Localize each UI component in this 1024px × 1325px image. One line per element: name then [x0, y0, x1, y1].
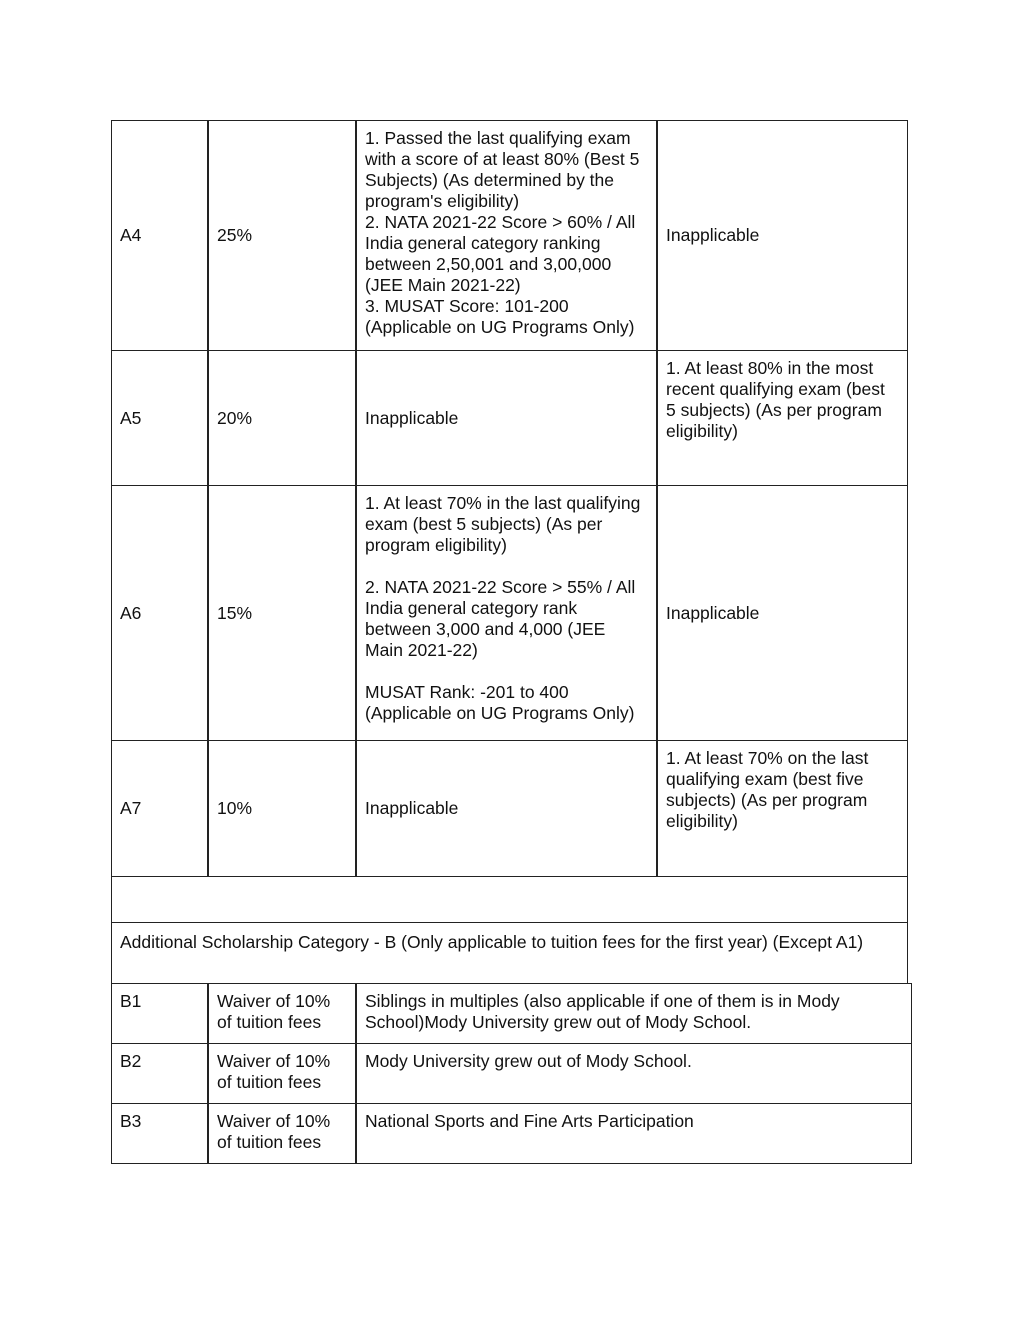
row-percent: 20%	[217, 407, 253, 428]
row-waiver: Waiver of 10% of tuition fees	[217, 1111, 331, 1152]
row-b2-waiver-cell	[208, 1043, 356, 1104]
row-criteria: Siblings in multiples (also applicable if one of them is in Mody School)Mody University grew out of Mody School.	[365, 991, 840, 1032]
row-other-criteria: 1. At least 80% in the most recent qualifying exam (best 5 subjects) (As per program eligibility)	[666, 358, 885, 441]
empty-row	[111, 876, 908, 923]
category-b-heading-cell	[111, 922, 908, 984]
row-code: B3	[120, 1111, 142, 1131]
row-a5-other-criteria-cell	[657, 350, 908, 486]
row-exam-criteria: 1. Passed the last qualifying exam with a score of at least 80% (Best 5 Subjects) (As determined by the program's eligibility) 2. NATA 2021-22 Score > 60% / All India general category ranking between 2,50,001 and 3,00,000 (JEE Main 2021-22) 3. MUSAT Score: 101-200 (Applicable on UG Programs Only)	[365, 128, 640, 337]
row-code: A6	[120, 602, 142, 623]
row-a7-percent-cell	[208, 740, 356, 877]
row-exam-criteria: Inapplicable	[365, 798, 459, 818]
row-b3-code-cell	[111, 1103, 208, 1164]
row-percent: 10%	[217, 798, 253, 818]
row-a6-code-cell	[111, 485, 208, 741]
row-other-criteria: 1. At least 70% on the last qualifying exam (best five subjects) (As per program eligibility)	[666, 748, 869, 831]
row-a7-other-criteria-cell	[657, 740, 908, 877]
row-a4-exam-criteria-cell	[356, 120, 657, 351]
row-percent: 25%	[217, 225, 253, 245]
row-percent: 15%	[217, 602, 253, 623]
row-code: B1	[120, 991, 142, 1011]
row-criteria: Mody University grew out of Mody School.	[365, 1051, 692, 1071]
row-criteria: National Sports and Fine Arts Participation	[365, 1111, 694, 1131]
row-a6-percent-cell	[208, 485, 356, 741]
row-b2-criteria-cell	[356, 1043, 912, 1104]
row-other-criteria: Inapplicable	[666, 602, 760, 623]
row-code: B2	[120, 1051, 142, 1071]
row-a4-code-cell	[111, 120, 208, 351]
row-a4-other-criteria-cell	[657, 120, 908, 351]
category-b-heading: Additional Scholarship Category - B (Only applicable to tuition fees for the first year) (Except A1)	[120, 932, 864, 952]
row-b1-criteria-cell	[356, 983, 912, 1044]
row-b3-criteria-cell	[356, 1103, 912, 1164]
row-waiver: Waiver of 10% of tuition fees	[217, 991, 331, 1032]
row-other-criteria: Inapplicable	[666, 225, 760, 245]
row-b2-code-cell	[111, 1043, 208, 1104]
row-code: A4	[120, 225, 142, 245]
row-a7-exam-criteria-cell	[356, 740, 657, 877]
row-a4-percent-cell	[208, 120, 356, 351]
row-a5-code-cell	[111, 350, 208, 486]
row-waiver: Waiver of 10% of tuition fees	[217, 1051, 331, 1092]
row-a5-exam-criteria-cell	[356, 350, 657, 486]
row-a5-percent-cell	[208, 350, 356, 486]
row-exam-criteria: 1. At least 70% in the last qualifying exam (best 5 subjects) (As per program eligibility) 2. NATA 2021-22 Score > 55% / All India general category rank between 3,000 and 4,000 (JEE Main 2021-22) MUSAT Rank: -201 to 400 (Applicable on UG Programs Only)	[365, 493, 641, 723]
row-b1-waiver-cell	[208, 983, 356, 1044]
row-b1-code-cell	[111, 983, 208, 1044]
row-a7-code-cell	[111, 740, 208, 877]
row-code: A7	[120, 798, 142, 818]
row-a6-exam-criteria-cell	[356, 485, 657, 741]
row-a6-other-criteria-cell	[657, 485, 908, 741]
row-code: A5	[120, 407, 142, 428]
row-exam-criteria: Inapplicable	[365, 407, 459, 428]
row-b3-waiver-cell	[208, 1103, 356, 1164]
